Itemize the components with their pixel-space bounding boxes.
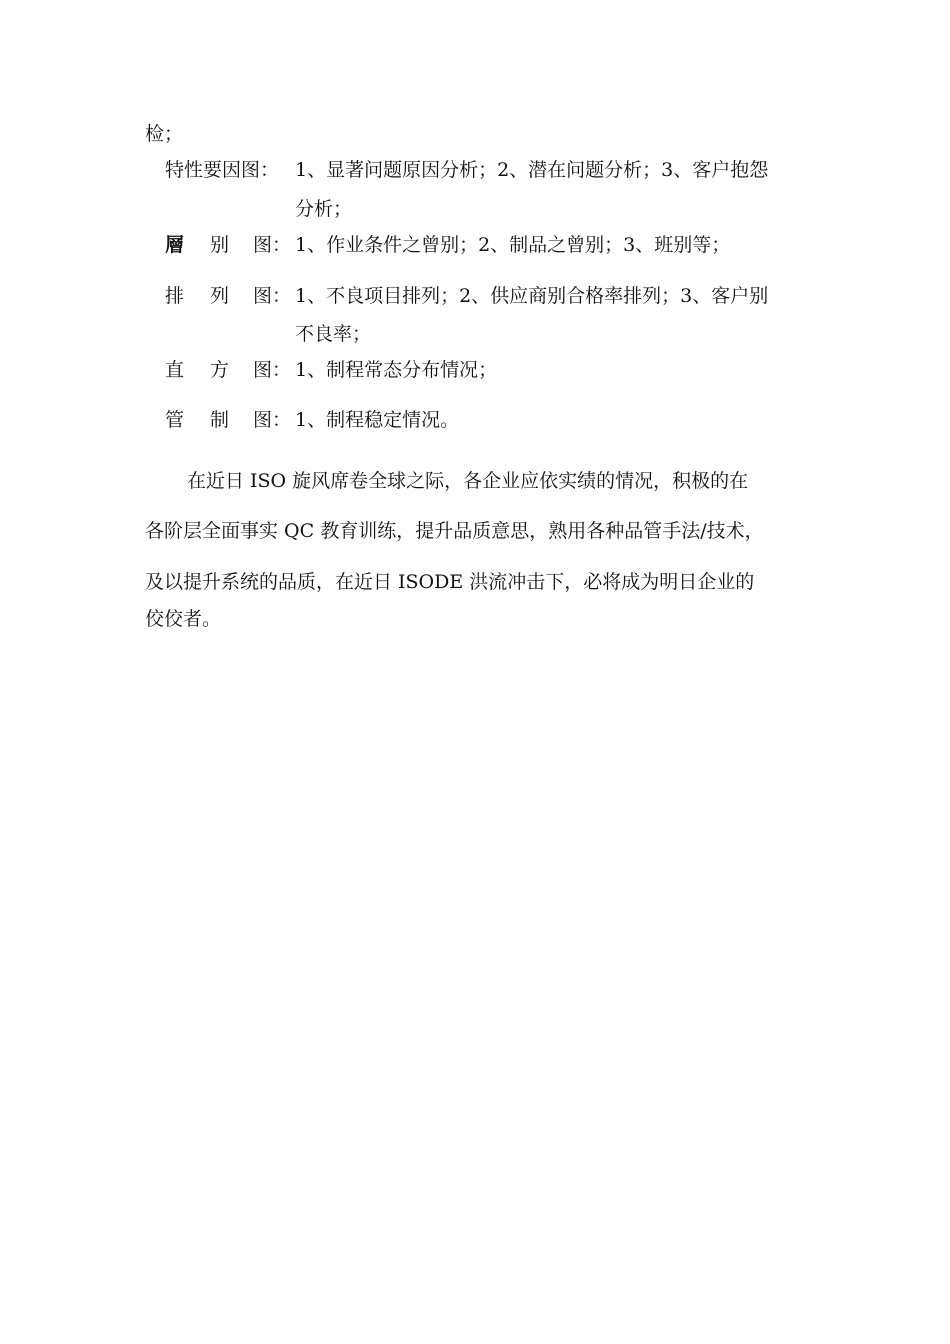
item-label-char: 别 bbox=[210, 234, 230, 256]
item-label-char: 图： bbox=[253, 285, 292, 307]
item-text-line: 1、制程常态分布情况； bbox=[295, 359, 498, 381]
lead-fragment: 检； bbox=[145, 123, 184, 145]
item-text-line: 1、制程稳定情况。 bbox=[295, 409, 460, 431]
item-label-char: 图： bbox=[253, 234, 292, 256]
item-label: 特性要因图： bbox=[165, 159, 280, 181]
item-label-char: 層 bbox=[165, 234, 185, 256]
item-text-line: 1、作业条件之曾别；2、制品之曾别；3、班别等； bbox=[295, 234, 731, 256]
item-label-char: 排 bbox=[165, 285, 185, 307]
item-text-line: 1、显著问题原因分析；2、潜在问题分析；3、客户抱怨 bbox=[295, 159, 769, 181]
item-label-char: 列 bbox=[210, 285, 230, 307]
item-text-line: 分析； bbox=[295, 198, 353, 220]
item-label-char: 图： bbox=[253, 409, 292, 431]
paragraph-line: 佼佼者。 bbox=[145, 608, 222, 630]
paragraph-line: 在近日 ISO 旋风席卷全球之际，各企业应依实绩的情况，积极的在 bbox=[187, 470, 749, 492]
item-label-char: 管 bbox=[165, 409, 185, 431]
item-label-char: 直 bbox=[165, 359, 185, 381]
item-label-char: 制 bbox=[210, 409, 230, 431]
item-label-char: 方 bbox=[210, 359, 230, 381]
item-text-line: 1、不良项目排列；2、供应商别合格率排列；3、客户别 bbox=[295, 285, 769, 307]
item-label-char: 图： bbox=[253, 359, 292, 381]
item-text-line: 不良率； bbox=[295, 323, 372, 345]
paragraph-line: 及以提升系统的品质，在近日 ISODE 洪流冲击下，必将成为明日企业的 bbox=[145, 571, 755, 593]
paragraph-line: 各阶层全面事实 QC 教育训练，提升品质意思，熟用各种品管手法/技术， bbox=[145, 520, 764, 542]
